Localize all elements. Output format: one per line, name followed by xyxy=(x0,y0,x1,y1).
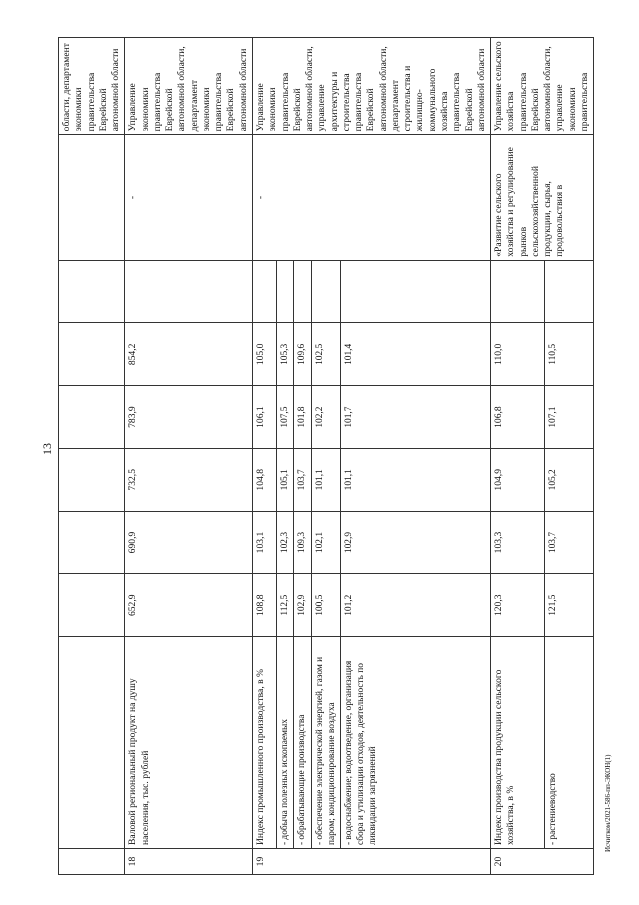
value-cell: 783,9 xyxy=(125,386,253,449)
table-row-18 xyxy=(125,38,253,875)
value-cell: 102,9 xyxy=(294,574,311,637)
value-cell: 104,9 xyxy=(491,448,545,511)
value-cell: 105,0 xyxy=(252,323,276,386)
value-cell: 105,2 xyxy=(545,448,594,511)
value-cell: 854,2 xyxy=(125,323,253,386)
value-cell: 110,0 xyxy=(491,323,545,386)
value-cell: 102,9 xyxy=(341,511,491,574)
indicator-table xyxy=(58,37,594,875)
responsible-cell: области, департамент экономики правительства Еврейской автономной области xyxy=(59,38,125,135)
responsible-cell: Управление сельского хозяйства правительства Еврейской автономной области, управление экономики правительства xyxy=(491,38,594,135)
rotated-table-page xyxy=(58,37,594,875)
indicator-name: - растениеводство xyxy=(545,637,594,849)
value-cell: 102,1 xyxy=(311,511,341,574)
value-cell: 103,1 xyxy=(252,511,276,574)
value-cell: 109,3 xyxy=(294,511,311,574)
value-cell: 110,5 xyxy=(545,323,594,386)
responsible-cell: Управление экономики правительства Еврейской автономной области, департамент экономики правительства Еврейской автономной области xyxy=(125,38,253,135)
value-cell: 100,5 xyxy=(311,574,341,637)
indicator-name: Индекс промышленного производства, в % xyxy=(252,637,276,849)
value-cell: 101,7 xyxy=(341,386,491,449)
value-cell: 103,3 xyxy=(491,511,545,574)
value-cell: 101,1 xyxy=(341,448,491,511)
row-number: 20 xyxy=(491,849,594,875)
table-row-19 xyxy=(252,38,276,875)
indicator-name: - обеспечение электрической энергией, газом и паром; кондиционирование воздуха xyxy=(311,637,341,849)
document-footer: Исчитком/2021-586-пп-ЭКОН(1) xyxy=(604,754,612,852)
value-cell: 107,5 xyxy=(276,386,293,449)
value-cell: 106,8 xyxy=(491,386,545,449)
value-cell: 105,3 xyxy=(276,323,293,386)
indicator-name: Валовой региональный продукт на душу населения, тыс. рублей xyxy=(125,637,253,849)
value-cell: 102,2 xyxy=(311,386,341,449)
responsible-cell: Управление экономики правительства Еврейской автономной области, управление архитектуры и строительства правительства Еврейской автономной области, департамент строительства и жилищно-коммунального хозяйства правительства Еврейской автономной области xyxy=(252,38,490,135)
table-row-continuation xyxy=(59,38,125,875)
value-cell: 101,8 xyxy=(294,386,311,449)
value-cell: 120,3 xyxy=(491,574,545,637)
value-cell: 106,1 xyxy=(252,386,276,449)
program-cell: - xyxy=(252,135,490,260)
page-number: 13 xyxy=(40,443,54,455)
value-cell: 101,4 xyxy=(341,323,491,386)
value-cell: 107,1 xyxy=(545,386,594,449)
table-row-20 xyxy=(491,38,545,875)
value-cell: 103,7 xyxy=(545,511,594,574)
value-cell: 690,9 xyxy=(125,511,253,574)
value-cell: 112,5 xyxy=(276,574,293,637)
value-cell: 108,8 xyxy=(252,574,276,637)
value-cell: 105,1 xyxy=(276,448,293,511)
value-cell: 103,7 xyxy=(294,448,311,511)
row-number: 19 xyxy=(252,849,490,875)
value-cell: 104,8 xyxy=(252,448,276,511)
value-cell: 102,3 xyxy=(276,511,293,574)
row-number: 18 xyxy=(125,849,253,875)
value-cell: 121,5 xyxy=(545,574,594,637)
indicator-name: - водоснабжение; водоотведение, организация сбора и утилизации отходов, деятельность по ликвидации загрязнений xyxy=(341,637,491,849)
value-cell: 101,2 xyxy=(341,574,491,637)
value-cell: 102,5 xyxy=(311,323,341,386)
value-cell: 109,6 xyxy=(294,323,311,386)
indicator-name: Индекс производства продукции сельского хозяйства, в % xyxy=(491,637,545,849)
indicator-name: - добыча полезных ископаемых xyxy=(276,637,293,849)
program-cell: - xyxy=(125,135,253,260)
value-cell: 732,5 xyxy=(125,448,253,511)
indicator-name: - обрабатывающие производства xyxy=(294,637,311,849)
value-cell: 652,9 xyxy=(125,574,253,637)
program-cell: «Развитие сельского хозяйства и регулирование рынков сельскохозяйственной продукции, сырья, продовольствия в xyxy=(491,135,594,260)
value-cell: 101,1 xyxy=(311,448,341,511)
